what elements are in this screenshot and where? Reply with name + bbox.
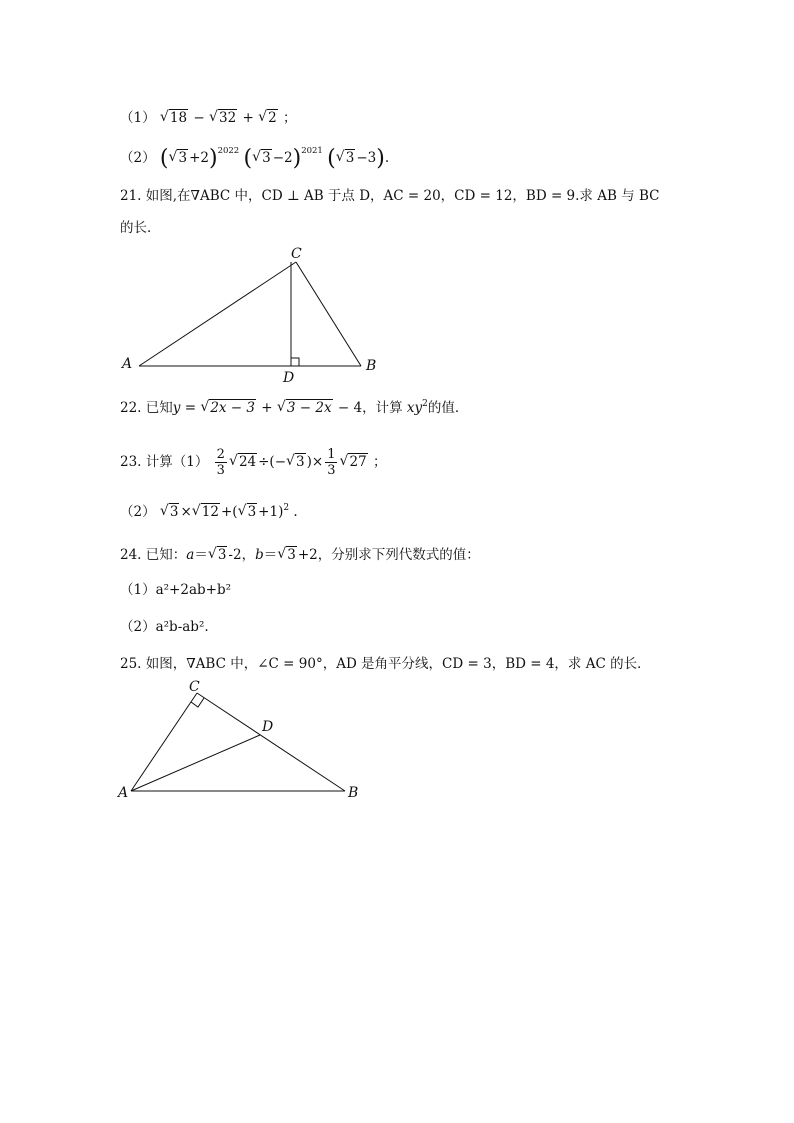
sqrt-2: √ 2 [258, 108, 278, 128]
q24-part2: （2）a²b-ab². [120, 619, 209, 635]
exponent: 2022 [217, 146, 240, 156]
fraction-2-3: $\frac{2}{3}$ [216, 447, 225, 478]
label-b: B [348, 785, 359, 801]
sqrt-18: √ 18 [160, 108, 188, 128]
label-c: C [189, 679, 200, 695]
q21-triangle-figure [110, 240, 390, 385]
label-c: C [291, 246, 302, 262]
right-angle-marker [291, 358, 299, 366]
label-d: D [262, 719, 274, 735]
segment-cb [296, 262, 361, 366]
q20-part1: （1） √ 18 − √ 32 + √ 2 ； [120, 108, 296, 128]
q22-text: 22. 已知y = √ 2x − 3 + √ 3 − 2x − 4，计算 $xy^2$的值． [120, 398, 468, 420]
q24-text: 24. 已知：a＝√ 3 -2，b＝√ 3 +2，分别求下列代数式的值： [120, 545, 480, 565]
q25-triangle-figure [110, 675, 370, 805]
segment-cb [197, 693, 345, 791]
q21-text-line2: 的长． [120, 220, 161, 236]
q25-text: 25. 如图，∇ABC 中，∠C = 90°，AD 是角平分线，CD = 3，BD = 4，求 AC 的长． [120, 656, 651, 672]
label-b: B [366, 358, 377, 374]
label-d: D [283, 370, 295, 385]
exponent: 2021 [301, 146, 323, 156]
q20-part2: （2） (√ 3 +2)$^{2022}$ (√ 3 −2)$^{2021}$ (√ 3 −3). [120, 148, 389, 170]
q23-part2: （2） √ 3 ×√ 12 +(√ 3 +1)$^2$ . [120, 502, 298, 524]
label-a: A [118, 785, 129, 801]
label-a: A [122, 356, 133, 372]
part-label: （1） [120, 110, 156, 126]
q21-text-line1: 21. 如图,在∇ABC 中，CD ⊥ AB 于点 D，AC = 20，CD = 12，BD = 9.求 AB 与 BC [120, 188, 660, 204]
q24-part1: （1）a²+2ab+b² [120, 582, 232, 598]
part-label: （2） [120, 150, 156, 166]
q23-part1: 23. 计算（1） $\frac{2}{3}$ √ 24 ÷(−√ 3 )× $\frac{1}{3}$ √ 27 ； [120, 446, 386, 478]
sqrt-32: √ 32 [209, 108, 237, 128]
fraction-1-3: $\frac{1}{3}$ [327, 447, 336, 478]
segment-ac [139, 262, 296, 366]
